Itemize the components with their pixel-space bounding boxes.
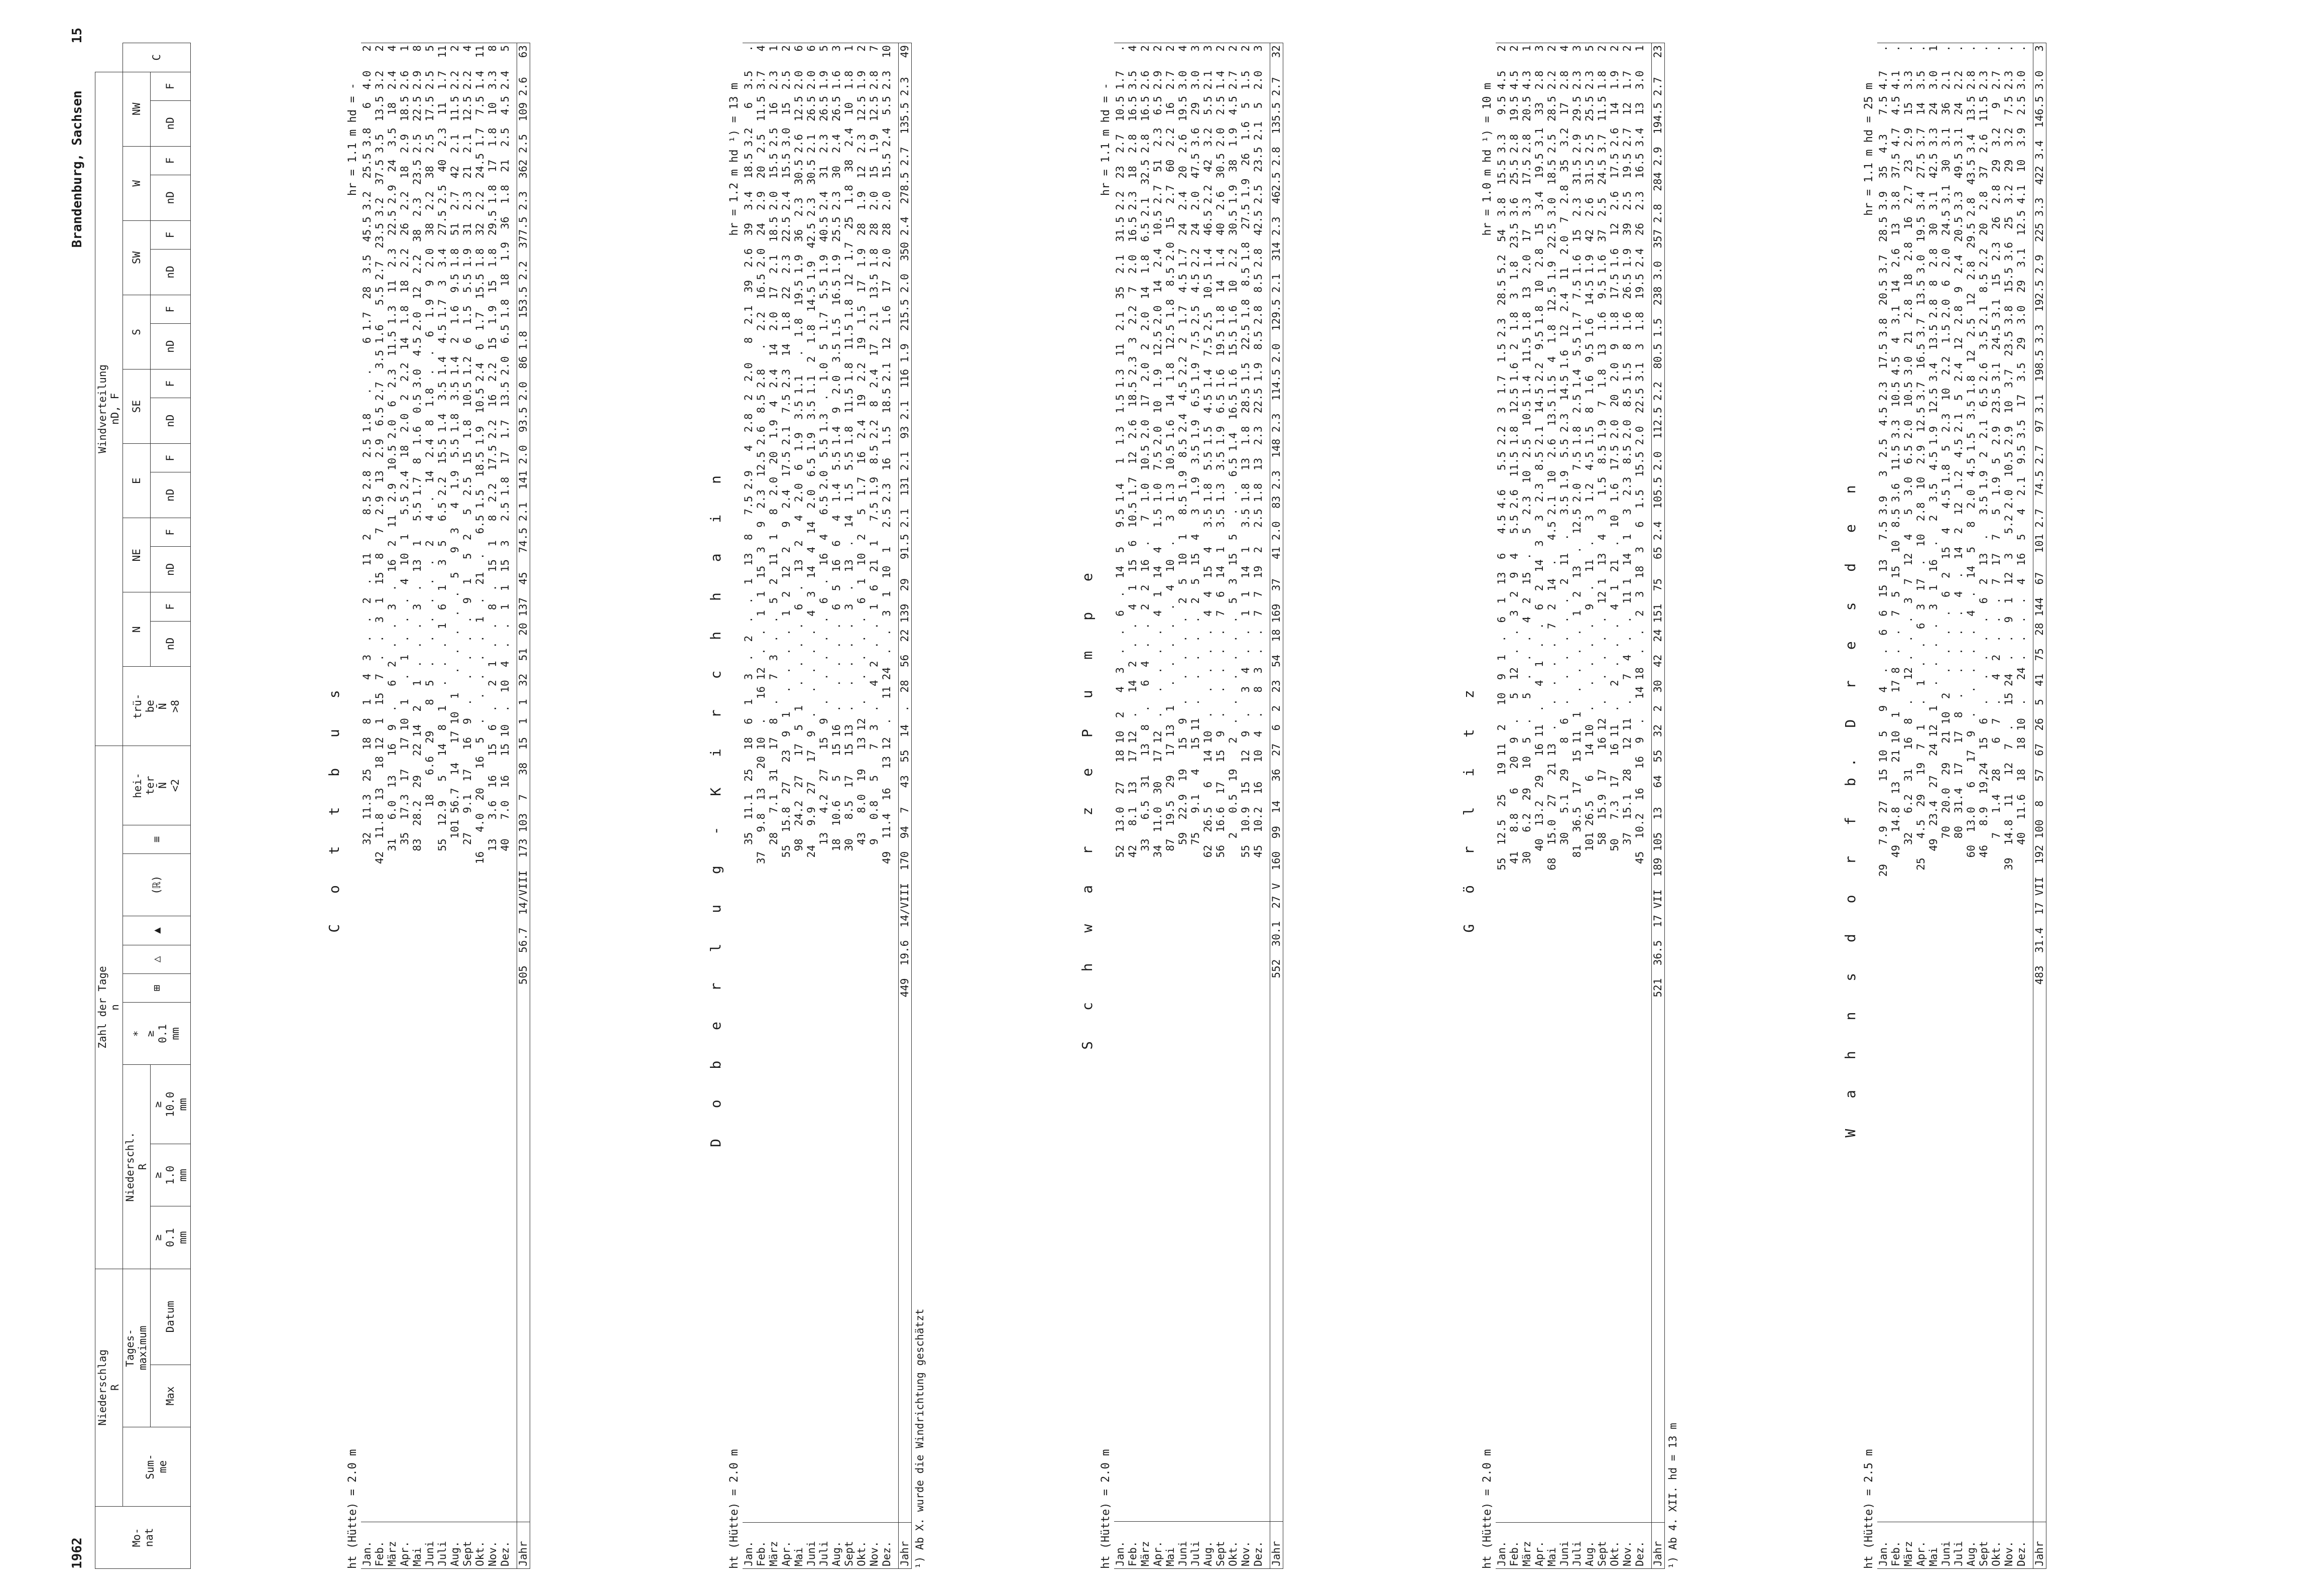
hut-height: ht (Hütte) = 2.0 m bbox=[728, 1449, 741, 1569]
month-values: 46 8.9 19,24 15 6 . . . . . 6 2 13 . 3.5 1.9 2 2.1 6.5 2.6 3.5 2.1 8.5 2.2 20 2.8 37 2.6 11.5 2.3 . bbox=[1978, 43, 1990, 1522]
month-label: Okt. bbox=[1609, 1522, 1621, 1568]
header-dir-nw: NW bbox=[123, 72, 151, 146]
table-row bbox=[780, 43, 793, 1569]
month-values: 7 1.4 28 6 7 . 4 2 . . . 7 17 7 5 1.9 5 2.9 23.5 3.1 24.5 3.1 15 2.3 26 2.8 29 3.2 9 2.7 . bbox=[1990, 43, 2003, 1522]
month-values: 87 19.5 29 17 13 1 . . . . . 4 10 . 3 1.3 10.5 1.6 14 1.8 12.5 1.8 8.5 2.0 15 2.7 60 2.2 16 2.7 2 bbox=[1164, 43, 1177, 1522]
wind-height: hr = 1.1 m hd = - bbox=[346, 83, 359, 196]
table-row bbox=[818, 43, 830, 1569]
station-section bbox=[1456, 43, 1681, 1569]
month-label: Juni bbox=[424, 1522, 436, 1568]
header-dir-n: N bbox=[123, 592, 151, 667]
table-row bbox=[830, 43, 843, 1569]
header-f-s: F bbox=[151, 295, 191, 323]
month-label: Aug. bbox=[1965, 1522, 1978, 1568]
station-section bbox=[1837, 43, 2046, 1569]
table-row bbox=[1521, 43, 1533, 1569]
month-values: 42 8.1 13 17 12 . 14 2 . . 4 1 15 6 10.5 1.7 12 2.6 18.5 2.3 3 2.2 7 2.0 16.5 2.3 18 2.8 16.5 3.5 4 bbox=[1127, 43, 1139, 1522]
month-values: 30 5.1 29 8 6 . . . . . . 2 11 . 3.5 1.9 5.5 2.3 14.5 1.6 12 2.4 11 2.0 7 2.8 35 3.2 17 2.8 4 bbox=[1558, 43, 1571, 1523]
month-values: 34 11.0 30 17 12 . . . . . 4 1 14 4 1.5 1.0 7.5 2.0 10 1.9 12.5 2.0 14 2.4 10.5 2.7 51 2.3 6.5 2.9 2 bbox=[1152, 43, 1164, 1522]
table-row bbox=[1546, 43, 1558, 1569]
station-name: W a h n s d o r f b. D r e s d e n bbox=[1842, 474, 1859, 1138]
month-values: 30 8.5 17 15 13 . . . . . 3 . 13 . 14 1.5 5.5 1.8 11.5 1.8 11.5 1.8 12 1.7 25 1.8 38 2.4 10 1.8 1 bbox=[843, 43, 856, 1523]
month-label: Okt. bbox=[1227, 1522, 1240, 1569]
month-values: 13 4.2 27 15 9 . . . . . 6 . 16 4 6.5 2.0 5.5 1.3 . 1.0 5 1.7 5.5 1.9 40.5 2.4 31 2.3 26.5 1.9 5 bbox=[818, 43, 830, 1523]
year-label: Jahr bbox=[2033, 1522, 2046, 1568]
month-label: Nov. bbox=[868, 1522, 881, 1568]
month-values: 41 8.8 6 20 9 . 5 12 . . 3 2 9 4 5.5 2.6 11.5 1.8 12.5 1.6 2 1.8 3 1.8 23.5 3.6 25.5 2.8 19.5 4.5 2 bbox=[1508, 43, 1521, 1523]
year-values: 521 36.5 17 VII 189 105 13 64 55 32 2 30 42 24 151 75 65 2.4 105.5 2.0 112.5 2.2 80.5 1.5 238 3.0 357 2.8 284 2.9 194.5 2.7 23 bbox=[1652, 43, 1665, 1523]
header-f-ne: F bbox=[151, 518, 191, 547]
header-month: Mo- nat bbox=[95, 1506, 191, 1568]
station-name: S c h w a r z e P u m p e bbox=[1079, 562, 1096, 1050]
month-label: Sept bbox=[843, 1522, 856, 1568]
year-total-row bbox=[517, 43, 530, 1569]
month-label: Apr. bbox=[1915, 1522, 1927, 1568]
month-values: 40 13.2 29 16 11 . 4 1 . . 6 2 14 3 3 2.3 8.5 2.1 14.5 2.2 9.5 1.8 10 2.8 15 3.4 19.5 3.1 33 2.8 3 bbox=[1533, 43, 1546, 1523]
month-values: 40 11.6 18 18 10 . 24 . . . . 4 16 5 4 2.1 9.5 3.5 17 3.5 29 3.0 29 3.1 12.5 4.1 10 3.9 2.5 3.0 . bbox=[2015, 43, 2028, 1522]
month-label: März bbox=[1902, 1522, 1915, 1568]
month-label: Sept bbox=[1978, 1522, 1990, 1568]
month-label: Okt. bbox=[1990, 1522, 2003, 1568]
table-row bbox=[499, 43, 512, 1569]
wind-height: hr = 1.2 m hd ¹) = 13 m bbox=[728, 83, 741, 236]
header-sym5: ≡ bbox=[123, 825, 191, 853]
header-nd-nw: nD bbox=[151, 100, 191, 146]
month-values: 98 24.2 27 17 5 1 . . . . 6 . 13 2 4 2.0 6 1.9 3.5 1.1 . 1.8 19.5 1.9 36 2.3 30.5 2.6 12.5 2.0 6 bbox=[793, 43, 805, 1523]
month-values: 40 7.0 16 15 10 . 10 4 . . 1 1 15 3 2.5 1.8 17 1.7 13.5 2.0 6.5 1.8 18 1.9 36 1.8 21 2.5 4.5 2.4 5 bbox=[499, 43, 512, 1522]
table-row bbox=[487, 43, 499, 1569]
year-total-row bbox=[899, 43, 912, 1569]
table-row bbox=[2015, 43, 2028, 1569]
table-row bbox=[1227, 43, 1240, 1569]
wind-height: hr = 1.1 m hd = - bbox=[1100, 83, 1112, 196]
year-values: 505 56.7 14/VIII 173 103 7 38 15 1 1 32 51 20 137 45 74.5 2.1 141 2.0 93.5 2.0 86 1.8 153.5 2.2 377.5 2.3 362 2.5 109 2.6 63 bbox=[517, 43, 530, 1522]
header-precip: Niederschlag R bbox=[95, 1269, 123, 1506]
month-label: Sept bbox=[461, 1522, 474, 1568]
table-row bbox=[755, 43, 768, 1569]
month-values: 2 0.5 19 2 . . . . . . 5 3 15 5 . . 6.5 1.4 16.5 1.6 15.5 1.6 10 2.2 30.5 1.9 38 1.9 4.5 2.7 2 bbox=[1227, 43, 1240, 1522]
header-f-se: F bbox=[151, 370, 191, 398]
station-data-table bbox=[1114, 43, 1283, 1569]
table-row bbox=[1596, 43, 1609, 1569]
month-values: 56 16.6 17 15 9 . . . . . 7 6 14 1 3.5 1.3 3.5 1.9 6.5 1.6 19.5 1.8 14 1.4 40 2.6 30.5 2.0 2.5 1.4 2 bbox=[1215, 43, 1227, 1522]
table-row bbox=[1634, 43, 1646, 1569]
month-values: 49 14.8 13 21 10 1 17 8 . . 7 5 15 10 8.5 3.6 11.5 3.3 10.5 4.5 4 3.1 14 2.6 13 3.8 37.5 4.7 4.5 4.1 . bbox=[1890, 43, 1902, 1522]
month-label: Apr. bbox=[399, 1522, 411, 1568]
month-label: Jan. bbox=[1877, 1522, 1890, 1568]
month-values: 39 14.8 11 12 7 . 15 24 . . 9 1 12 3 5.2 2.0 10.5 2.9 10 3.7 23.5 3.8 15.5 3.6 25 3.2 29 3.2 7.5 2.3 . bbox=[2003, 43, 2015, 1522]
header-sym3: ▲ bbox=[123, 916, 191, 945]
table-row bbox=[1953, 43, 1965, 1569]
month-label: Okt. bbox=[856, 1522, 868, 1568]
column-header-table bbox=[95, 43, 191, 1569]
month-label: Mai bbox=[793, 1522, 805, 1568]
table-row bbox=[399, 43, 411, 1569]
table-row bbox=[1496, 43, 1508, 1569]
month-label: Apr. bbox=[1152, 1522, 1164, 1569]
month-label: Jan. bbox=[743, 1522, 755, 1568]
month-label: Juli bbox=[1953, 1522, 1965, 1568]
header-nd-w: nD bbox=[151, 175, 191, 221]
month-values: 83 28.2 29 22 14 2 1 . . . 3 . 13 1 5.5 1.7 8 1.6 0.5 3.0 4.5 2.0 12 2.2 38 2.3 23.5 2.5 22.5 2.9 8 bbox=[411, 43, 424, 1522]
month-label: Jan. bbox=[1496, 1522, 1508, 1568]
table-row bbox=[1558, 43, 1571, 1569]
month-label: Aug. bbox=[1202, 1522, 1215, 1569]
header-dir-e: E bbox=[123, 444, 151, 518]
year-total-row bbox=[2033, 43, 2046, 1569]
header-sym1: ⊞ bbox=[123, 973, 191, 1002]
station-section bbox=[321, 43, 530, 1569]
month-values: 16 4.0 20 16 5 . . . . . 1 . 21 . 6.5 1.5 18.5 1.9 10.5 2.4 6 1.7 15.5 1.8 32 2.2 24.5 1.7 7.5 1.4 11 bbox=[474, 43, 487, 1522]
month-values: 18 6.6 29 8 5 . . . . . . 2 4 . 14 2.4 8 1.8 . . 6 1.9 9 2.0 38 2.2 38 2.5 17.5 2.5 5 bbox=[424, 43, 436, 1522]
table-row bbox=[1127, 43, 1139, 1569]
month-label: Juni bbox=[1558, 1522, 1571, 1568]
header-dir-sw: SW bbox=[123, 220, 151, 295]
table-row bbox=[1571, 43, 1584, 1569]
table-row bbox=[843, 43, 856, 1569]
hut-height: ht (Hütte) = 2.5 m bbox=[1863, 1449, 1875, 1569]
month-values: 32 6.2 31 16 8 . 12 . . . 3 7 12 4 5 3.0 6.5 2.0 10.5 3.0 21 2.8 18 2.8 16 2.7 23 2.9 15 3.3 . bbox=[1902, 43, 1915, 1522]
station-data-table bbox=[743, 43, 912, 1569]
hut-height: ht (Hütte) = 2.0 m bbox=[1481, 1449, 1494, 1569]
year-label: Jahr bbox=[1652, 1522, 1665, 1568]
footnote: ¹) Ab 4. XII. hd = 13 m bbox=[1667, 1423, 1679, 1569]
header-dir-w: W bbox=[123, 146, 151, 220]
table-row bbox=[1152, 43, 1164, 1569]
table-row bbox=[461, 43, 474, 1569]
month-label: Nov. bbox=[487, 1522, 499, 1568]
year-total-row bbox=[1270, 43, 1283, 1569]
month-values: 81 36.5 17 15 11 1 . . . . 1 2 13 . 12.5 2.0 7.5 1.8 2.5 1.4 5.5 1.7 7.5 1.6 15 2.3 31.5 2.9 29.5 2.3 3 bbox=[1571, 43, 1584, 1523]
hut-height: ht (Hütte) = 2.0 m bbox=[1100, 1449, 1112, 1569]
month-label: Feb. bbox=[374, 1522, 386, 1568]
table-row bbox=[1139, 43, 1152, 1569]
table-row bbox=[424, 43, 436, 1569]
header-f-e: F bbox=[151, 444, 191, 472]
table-row bbox=[1965, 43, 1978, 1569]
month-label: Sept bbox=[1215, 1522, 1227, 1569]
month-values: 59 22.9 19 15 9 . . . . . 2 5 10 1 8.5 1.9 8.5 2.4 4.5 2.2 2 1.7 4.5 1.7 24 2.4 20 2.6 19.5 3.0 4 bbox=[1177, 43, 1189, 1522]
month-values: 49 11.4 16 13 12 . 11 24 . . 3 1 10 1 2.5 2.3 16 1.5 18.5 2.1 12 1.6 17 2.0 28 2.0 15.5 2.4 5.5 2.3 10 bbox=[881, 43, 893, 1523]
month-label: Juli bbox=[818, 1522, 830, 1568]
month-values: 28 7.1 31 17 8 . 7 3 . . 5 2 11 1 8 2.0 20 1.9 4 2.4 14 2.0 17 2.1 18.5 2.0 15.5 2.5 16 2.3 1 bbox=[768, 43, 780, 1523]
month-values: 30 6.2 29 10 5 . 5 . . . 4 2 15 . 5 2.3 10 2.5 10.5 1.4 11.5 1.8 13 2.0 17 3.3 17.5 2.8 20.5 4.3 1 bbox=[1521, 43, 1533, 1523]
month-values: 31 6.0 13 16 9 . 6 2 . . 3 . 16 2 11 2.9 10.5 2.0 6 2.3 11.5 1.3 11 2.3 22.5 2.9 24 3.5 18 2.4 4 bbox=[386, 43, 399, 1522]
year-values: 552 30.1 27 V 160 99 14 36 27 6 2 23 54 18 169 37 41 2.0 83 2.3 148 2.3 114.5 2.0 129.5 2.1 314 2.3 462.5 2.8 135.5 2.7 32 bbox=[1270, 43, 1283, 1522]
header-max: Max bbox=[151, 1365, 191, 1427]
month-values: 58 15.9 17 16 12 . . . . . 12 1 13 4 3 1.5 8.5 1.9 7 1.8 13 1.6 9.5 1.6 37 2.5 24.5 3.7 11.5 1.8 2 bbox=[1596, 43, 1609, 1523]
header-datum: Datum bbox=[151, 1269, 191, 1365]
header-calm: C bbox=[123, 43, 191, 72]
month-values: 101 26.5 6 14 10 . . . . . 9 . 11 . 3 1.2 4.5 1.5 8 1.6 9.5 1.6 14.5 1.9 42 2.6 31.5 2.5 25.5 2.3 5 bbox=[1584, 43, 1596, 1523]
table-row bbox=[411, 43, 424, 1569]
table-row bbox=[361, 43, 374, 1569]
year-label: Jahr bbox=[1270, 1522, 1283, 1569]
header-niederschl: Niederschl. R bbox=[123, 1065, 151, 1269]
month-values: 42 11.8 13 18 12 1 15 7 . . 3 1 15 8 7 2.9 13 2.9 6.5 2.7 3.5 1.6 5.5 2.7 23.5 3.2 37.5 3.5 13.5 3.2 2 bbox=[374, 43, 386, 1522]
month-label: März bbox=[768, 1522, 780, 1568]
month-label: Jan. bbox=[361, 1522, 374, 1568]
month-label: Feb. bbox=[1508, 1522, 1521, 1568]
month-values: 27 9.1 17 16 9 . . . . . 9 1 5 2 5 2.5 15 1.8 10.5 1.2 6 1.5 5.5 1.9 31 2.3 21 2.1 12.5 2.2 4 bbox=[461, 43, 474, 1522]
table-row bbox=[1978, 43, 1990, 1569]
header-f-nw: F bbox=[151, 72, 191, 100]
table-row bbox=[1202, 43, 1215, 1569]
table-row bbox=[1240, 43, 1252, 1569]
hut-height: ht (Hütte) = 2.0 m bbox=[346, 1449, 359, 1569]
wind-height: hr = 1.0 m hd ¹) = 10 m bbox=[1481, 83, 1494, 236]
header-ge10: ≥ 1.0 mm bbox=[151, 1144, 191, 1206]
year-total-row bbox=[1652, 43, 1665, 1569]
month-label: Juni bbox=[1177, 1522, 1189, 1569]
month-values: 70 20.0 29 21 10 2 . . . . 6 2 15 4 4.5 1.8 5 2.3 10 2.2 1.5 2.0 6 2.0 24.5 3.1 30 3.1 36 2.1 . bbox=[1940, 43, 1953, 1522]
header-f-sw: F bbox=[151, 220, 191, 249]
month-values: 62 26.5 6 14 10 . . . . . 4 4 15 4 3.5 1.8 5.5 1.5 4.5 1.4 7.5 2.5 10.5 1.4 46.5 2.2 42 3.2 5.5 2.1 3 bbox=[1202, 43, 1215, 1522]
table-row bbox=[449, 43, 461, 1569]
month-values: 55 12.9 5 14 8 1 . . . 1 6 1 3 5 6.5 2.2 15.5 1.4 3.5 1.4 4.5 1.7 3 3.4 27.5 2.5 40 2.3 11 1.7 11 bbox=[436, 43, 449, 1522]
header-snow: * ≥ 0.1 mm bbox=[123, 1003, 191, 1065]
month-label: Nov. bbox=[2003, 1522, 2015, 1568]
month-values: 49 23.4 27 24 12 1 . . . . 3 1 16 . 2 3.5 4.5 1.9 12.5 3.4 13.5 2.8 8 2.8 30 3.1 42.5 3.3 24 3.0 1 bbox=[1927, 43, 1940, 1522]
month-values: 75 9.1 4 15 11 . . . . . 2 5 15 4 3 1.9 3.5 1.9 6.5 1.9 7.5 2.5 4.5 2.2 24 2.0 47.5 3.6 29 3.0 3 bbox=[1189, 43, 1202, 1522]
header-dir-ne: NE bbox=[123, 518, 151, 592]
table-row bbox=[1915, 43, 1927, 1569]
station-name: G ö r l i t z bbox=[1461, 679, 1477, 933]
page-content bbox=[40, 8, 2264, 1589]
table-row bbox=[793, 43, 805, 1569]
month-values: 37 9.8 13 20 10 . 16 12 . . 1 1 15 3 9 2.3 12.5 2.6 8.5 2.8 . 2.2 16.5 2.0 24 2.9 20 2.5 11.5 3.7 4 bbox=[755, 43, 768, 1523]
station-section bbox=[702, 43, 928, 1569]
month-label: Apr. bbox=[1533, 1522, 1546, 1568]
table-row bbox=[1164, 43, 1177, 1569]
table-row bbox=[1189, 43, 1202, 1569]
month-label: Mai bbox=[1546, 1522, 1558, 1568]
table-row bbox=[881, 43, 893, 1569]
month-values: 37 15.1 28 12 11 . 7 4 . . 11 1 14 1 3 2.3 8.5 2.0 8.5 1.5 8 1.6 26.5 1.9 39 2.5 19.5 2.7 12 1.7 2 bbox=[1621, 43, 1634, 1523]
year-values: 449 19.6 14/VIII 170 94 7 43 55 14 . 28 56 22 139 29 91.5 2.1 131 2.1 93 2.1 116 1.9 215.5 2.0 350 2.4 278.5 2.7 135.5 2.3 49 bbox=[899, 43, 912, 1523]
table-row bbox=[386, 43, 399, 1569]
year-label: Jahr bbox=[899, 1522, 912, 1568]
table-row bbox=[1890, 43, 1902, 1569]
month-values: 52 13.0 27 18 10 2 4 3 . . 6 . 14 5 9.5 1.4 1 1.3 1.5 1.3 11 2.1 35 2.1 31.5 2.2 23 2.7 10.5 1.7 . bbox=[1114, 43, 1127, 1522]
footnote: ¹) Ab X. wurde die Windrichtung geschätzt bbox=[914, 1308, 926, 1569]
month-label: Apr. bbox=[780, 1522, 793, 1568]
table-row bbox=[1990, 43, 2003, 1569]
month-values: 55 15.8 27 23 9 1 . . . . 1 2 12 2 9 2.4 17.5 2.1 7.5 2.3 14 1.8 22 2.3 22.5 2.4 15.5 3.0 15 2.5 2 bbox=[780, 43, 793, 1523]
header-trueb: trü- be N̄ >8 bbox=[123, 667, 191, 746]
year-values: 483 31.4 17 VII 192 100 8 57 67 26 5 41 75 28 144 67 101 2.7 74.5 2.7 97 3.1 198.5 3.3 192.5 2.9 225 3.3 422 3.4 146.5 3.0 3 bbox=[2033, 43, 2046, 1522]
station-data-table bbox=[361, 43, 530, 1569]
month-label: Juli bbox=[1189, 1522, 1202, 1569]
month-values: 45 10.2 16 10 4 . 8 3 . . 7 7 19 2 2.5 1.8 13 2.3 22.5 1.9 8.5 2.8 8.5 2.8 42.5 2.5 23.5 2.1 5 2.0 3 bbox=[1252, 43, 1265, 1522]
header-ge100: ≥ 10.0 mm bbox=[151, 1065, 191, 1144]
header-dir-se: SE bbox=[123, 370, 151, 444]
header-nd-s: nD bbox=[151, 324, 191, 370]
month-label: Mai bbox=[1927, 1522, 1940, 1568]
month-values: 13 3.6 16 15 6 . 2 1 . . 8 . 15 1 8 2.2 17.5 2.2 16 2.2 15 1.9 15 1.8 29.5 1.8 17 1.8 10 3.3 8 bbox=[487, 43, 499, 1522]
month-label: Dez. bbox=[2015, 1522, 2028, 1568]
station-heights bbox=[345, 43, 361, 1569]
header-sum: Sum- me bbox=[123, 1427, 191, 1507]
month-label: Dez. bbox=[499, 1522, 512, 1568]
table-row bbox=[1584, 43, 1596, 1569]
month-label: Mai bbox=[411, 1522, 424, 1568]
month-label: Aug. bbox=[1584, 1522, 1596, 1568]
header-f-w: F bbox=[151, 146, 191, 175]
month-values: 32 11.3 25 18 8 1 4 3 . . 2 . 11 2 8.5 2.8 2.5 1.8 . . 6 1.7 28 3.5 45.5 3.2 25.5 3.8 6 4.0 2 bbox=[361, 43, 374, 1522]
station-heights bbox=[1099, 43, 1114, 1569]
month-label: Juni bbox=[805, 1522, 818, 1568]
table-row bbox=[374, 43, 386, 1569]
table-row bbox=[1902, 43, 1915, 1569]
table-row bbox=[2003, 43, 2015, 1569]
header-heiter: hei- ter N̄ <2 bbox=[123, 746, 191, 825]
page-region bbox=[70, 28, 85, 248]
table-row bbox=[1877, 43, 1890, 1569]
station-heights bbox=[1862, 43, 1877, 1569]
header-daymax: Tages- maximum bbox=[123, 1269, 151, 1427]
month-values: 24 9.9 27 17 9 . . . . . 4 3 14 4 14 2.0 6.5 1.9 3.5 1.1 2 1.8 14.5 1.9 42.5 2.3 30.5 2.1 26.5 2.0 6 bbox=[805, 43, 818, 1523]
table-row bbox=[1215, 43, 1227, 1569]
table-row bbox=[1927, 43, 1940, 1569]
month-label: Nov. bbox=[1621, 1522, 1634, 1568]
table-row bbox=[1609, 43, 1621, 1569]
header-nd-n: nD bbox=[151, 621, 191, 667]
station-name: D o b e r l u g - K i r c h h a i n bbox=[707, 464, 724, 1148]
month-label: März bbox=[386, 1522, 399, 1568]
header-dir-s: S bbox=[123, 295, 151, 369]
table-row bbox=[868, 43, 881, 1569]
month-values: 55 10.9 15 12 9 . 3 4 . . 1 1 14 1 3.5 1.8 13 1.8 28.5 1.5 22.5 1.8 8.5 1.8 27.5 1.9 26 1.6 5 1.5 2 bbox=[1240, 43, 1252, 1522]
header-sym4: (ℝ) bbox=[123, 854, 191, 916]
month-label: Dez. bbox=[1252, 1522, 1265, 1569]
table-row bbox=[743, 43, 755, 1569]
header-nd-sw: nD bbox=[151, 250, 191, 295]
month-label: Okt. bbox=[474, 1522, 487, 1568]
month-label: Feb. bbox=[1127, 1522, 1139, 1569]
month-values: 29 7.9 27 15 10 5 9 4 . . 6 6 15 13 7.5 3.9 3 2.5 4.5 2.3 17.5 3.8 20.5 3.7 28.5 3.9 35 4.3 7.5 4.7 . bbox=[1877, 43, 1890, 1522]
table-row bbox=[1533, 43, 1546, 1569]
page-year: 1962 bbox=[70, 1537, 85, 1569]
header-f-n: F bbox=[151, 592, 191, 621]
month-label: Dez. bbox=[881, 1522, 893, 1568]
month-label: Juli bbox=[1571, 1522, 1584, 1568]
wind-height: hr = 1.1 m hd = 25 m bbox=[1863, 83, 1875, 216]
month-values: 43 8.0 19 13 12 . . . . . 6 1 10 2 5 1.7 16 2.4 19 2.2 19 1.5 17 1.9 28 1.9 12 2.3 12.5 1.9 2 bbox=[856, 43, 868, 1523]
table-row bbox=[1114, 43, 1127, 1569]
month-values: 35 11.1 25 18 6 1 3 . 2 . . 1 13 8 7.5 2.9 4 2.8 2 2.0 8 2.1 39 2.6 39 3.4 18.5 3.2 6 3.5 . bbox=[743, 43, 755, 1523]
table-row bbox=[474, 43, 487, 1569]
station-name: C o t t b u s bbox=[326, 679, 342, 933]
station-heights bbox=[727, 43, 743, 1569]
month-label: Feb. bbox=[1890, 1522, 1902, 1568]
station-heights bbox=[1480, 43, 1496, 1569]
month-values: 45 10.2 16 16 9 . 14 18 . . 2 3 18 3 6 1.5 15.5 2.0 22.5 3.1 3 1.8 19.5 2.4 26 2.3 16.5 3.4 13 3.0 1 bbox=[1634, 43, 1646, 1523]
month-label: Nov. bbox=[1240, 1522, 1252, 1569]
month-label: Juni bbox=[1940, 1522, 1953, 1568]
table-row bbox=[1621, 43, 1634, 1569]
table-row bbox=[1252, 43, 1265, 1569]
table-row bbox=[436, 43, 449, 1569]
year-label: Jahr bbox=[517, 1522, 530, 1568]
month-values: 25 4.5 29 19 7 1 . 1 . . 6 3 17 . 10 2.8 10 2.9 12.5 3.7 16.5 3.7 13.5 3.0 19.5 3.4 27.5 3.7 14 3.5 . bbox=[1915, 43, 1927, 1522]
station-data-table bbox=[1496, 43, 1665, 1569]
month-label: Dez. bbox=[1634, 1522, 1646, 1568]
month-label: Juli bbox=[436, 1522, 449, 1568]
month-values: 68 15.0 27 21 13 . . . . . 7 2 14 . 4.5 2.1 10 2.6 13.5 1.5 4 1.8 12.5 1.9 22.5 3.0 18.5 2.5 28.5 2.2 2 bbox=[1546, 43, 1558, 1523]
header-nd-se: nD bbox=[151, 398, 191, 444]
month-label: Aug. bbox=[830, 1522, 843, 1568]
header-nd-e: nD bbox=[151, 472, 191, 518]
header-sym2: △ bbox=[123, 945, 191, 973]
header-wind: Windverteilung nD, F bbox=[95, 72, 123, 746]
month-values: 18 10.6 5 15 16 . . . . . 6 5 16 6 4 1.4 5.5 1.4 9 2.0 3.5 1.5 16.5 1.9 25.5 2.3 30 2.4 26.5 1.6 3 bbox=[830, 43, 843, 1523]
header-nd-ne: nD bbox=[151, 547, 191, 592]
header-ge01: ≥ 0.1 mm bbox=[151, 1206, 191, 1269]
month-label: März bbox=[1521, 1522, 1533, 1568]
month-values: 35 17.3 17 17 10 1 . 1 . . . 4 10 1 5.5 2.4 18 2.0 2 2.2 14 1.8 18 2.2 26 2.2 18 2.9 18.5 2.6 1 bbox=[399, 43, 411, 1522]
table-row bbox=[768, 43, 780, 1569]
station-data-table bbox=[1877, 43, 2046, 1569]
table-row bbox=[1177, 43, 1189, 1569]
month-label: Jan. bbox=[1114, 1522, 1127, 1569]
table-row bbox=[1508, 43, 1521, 1569]
month-values: 33 6.5 31 13 8 . 6 4 . . 2 2 16 . 7 1.0 10.5 2.0 17 2.0 2 2.0 14 1.8 6.5 2.1 32.5 2.8 16.5 2.6 2 bbox=[1139, 43, 1152, 1522]
page-number: 15 bbox=[70, 28, 85, 44]
month-label: März bbox=[1139, 1522, 1152, 1569]
month-label: Aug. bbox=[449, 1522, 461, 1568]
month-values: 9 0.8 5 7 3 . 4 2 . . 1 6 21 1 7.5 1.9 8.5 2.2 8 2.4 17 2.1 13.5 1.8 28 2.0 15 1.9 12.5 2.8 7 bbox=[868, 43, 881, 1523]
month-values: 80 31.4 17 17 8 . . . . . 4 . 14 2 12 1.2 4.5 2.1 5 2.4 12 2.8 9 2.4 20.5 3.3 49.5 3.1 24 2.2 . bbox=[1953, 43, 1965, 1522]
month-label: Feb. bbox=[755, 1522, 768, 1568]
table-row bbox=[805, 43, 818, 1569]
month-values: 55 12.5 25 19 11 2 10 9 1 . 6 1 13 6 4.5 4.6 5.5 2.2 3 1.7 1.5 2.3 28.5 5.2 54 3.8 15.5 3.3 9.5 4.5 2 bbox=[1496, 43, 1508, 1523]
header-days: Zahl der Tage n bbox=[95, 746, 123, 1269]
month-label: Sept bbox=[1596, 1522, 1609, 1568]
region-label: Brandenburg, Sachsen bbox=[70, 90, 85, 248]
table-row bbox=[856, 43, 868, 1569]
month-values: 50 7.3 17 16 11 . 2 . . . 4 1 21 . 10 1.6 17.5 2.0 20 2.0 9 1.8 17.5 1.6 12 2.6 17.5 2.6 14 1.9 2 bbox=[1609, 43, 1621, 1523]
table-row bbox=[1940, 43, 1953, 1569]
month-values: 101 56.7 14 17 10 1 . . . . . 5 9 3 4 1.9 5.5 1.8 3.5 1.4 2 1.6 9.5 1.8 51 2.7 42 2.1 11.5 2.2 2 bbox=[449, 43, 461, 1522]
month-label: Mai bbox=[1164, 1522, 1177, 1569]
station-section bbox=[1074, 43, 1283, 1569]
month-values: 60 13.0 6 17 9 . . . . . 4 . 14 5 8 2.0 4.5 1.5 3.5 1.8 12 2.5 12 2.8 29.5 2.8 43.5 3.4 13.5 2.8 . bbox=[1965, 43, 1978, 1522]
